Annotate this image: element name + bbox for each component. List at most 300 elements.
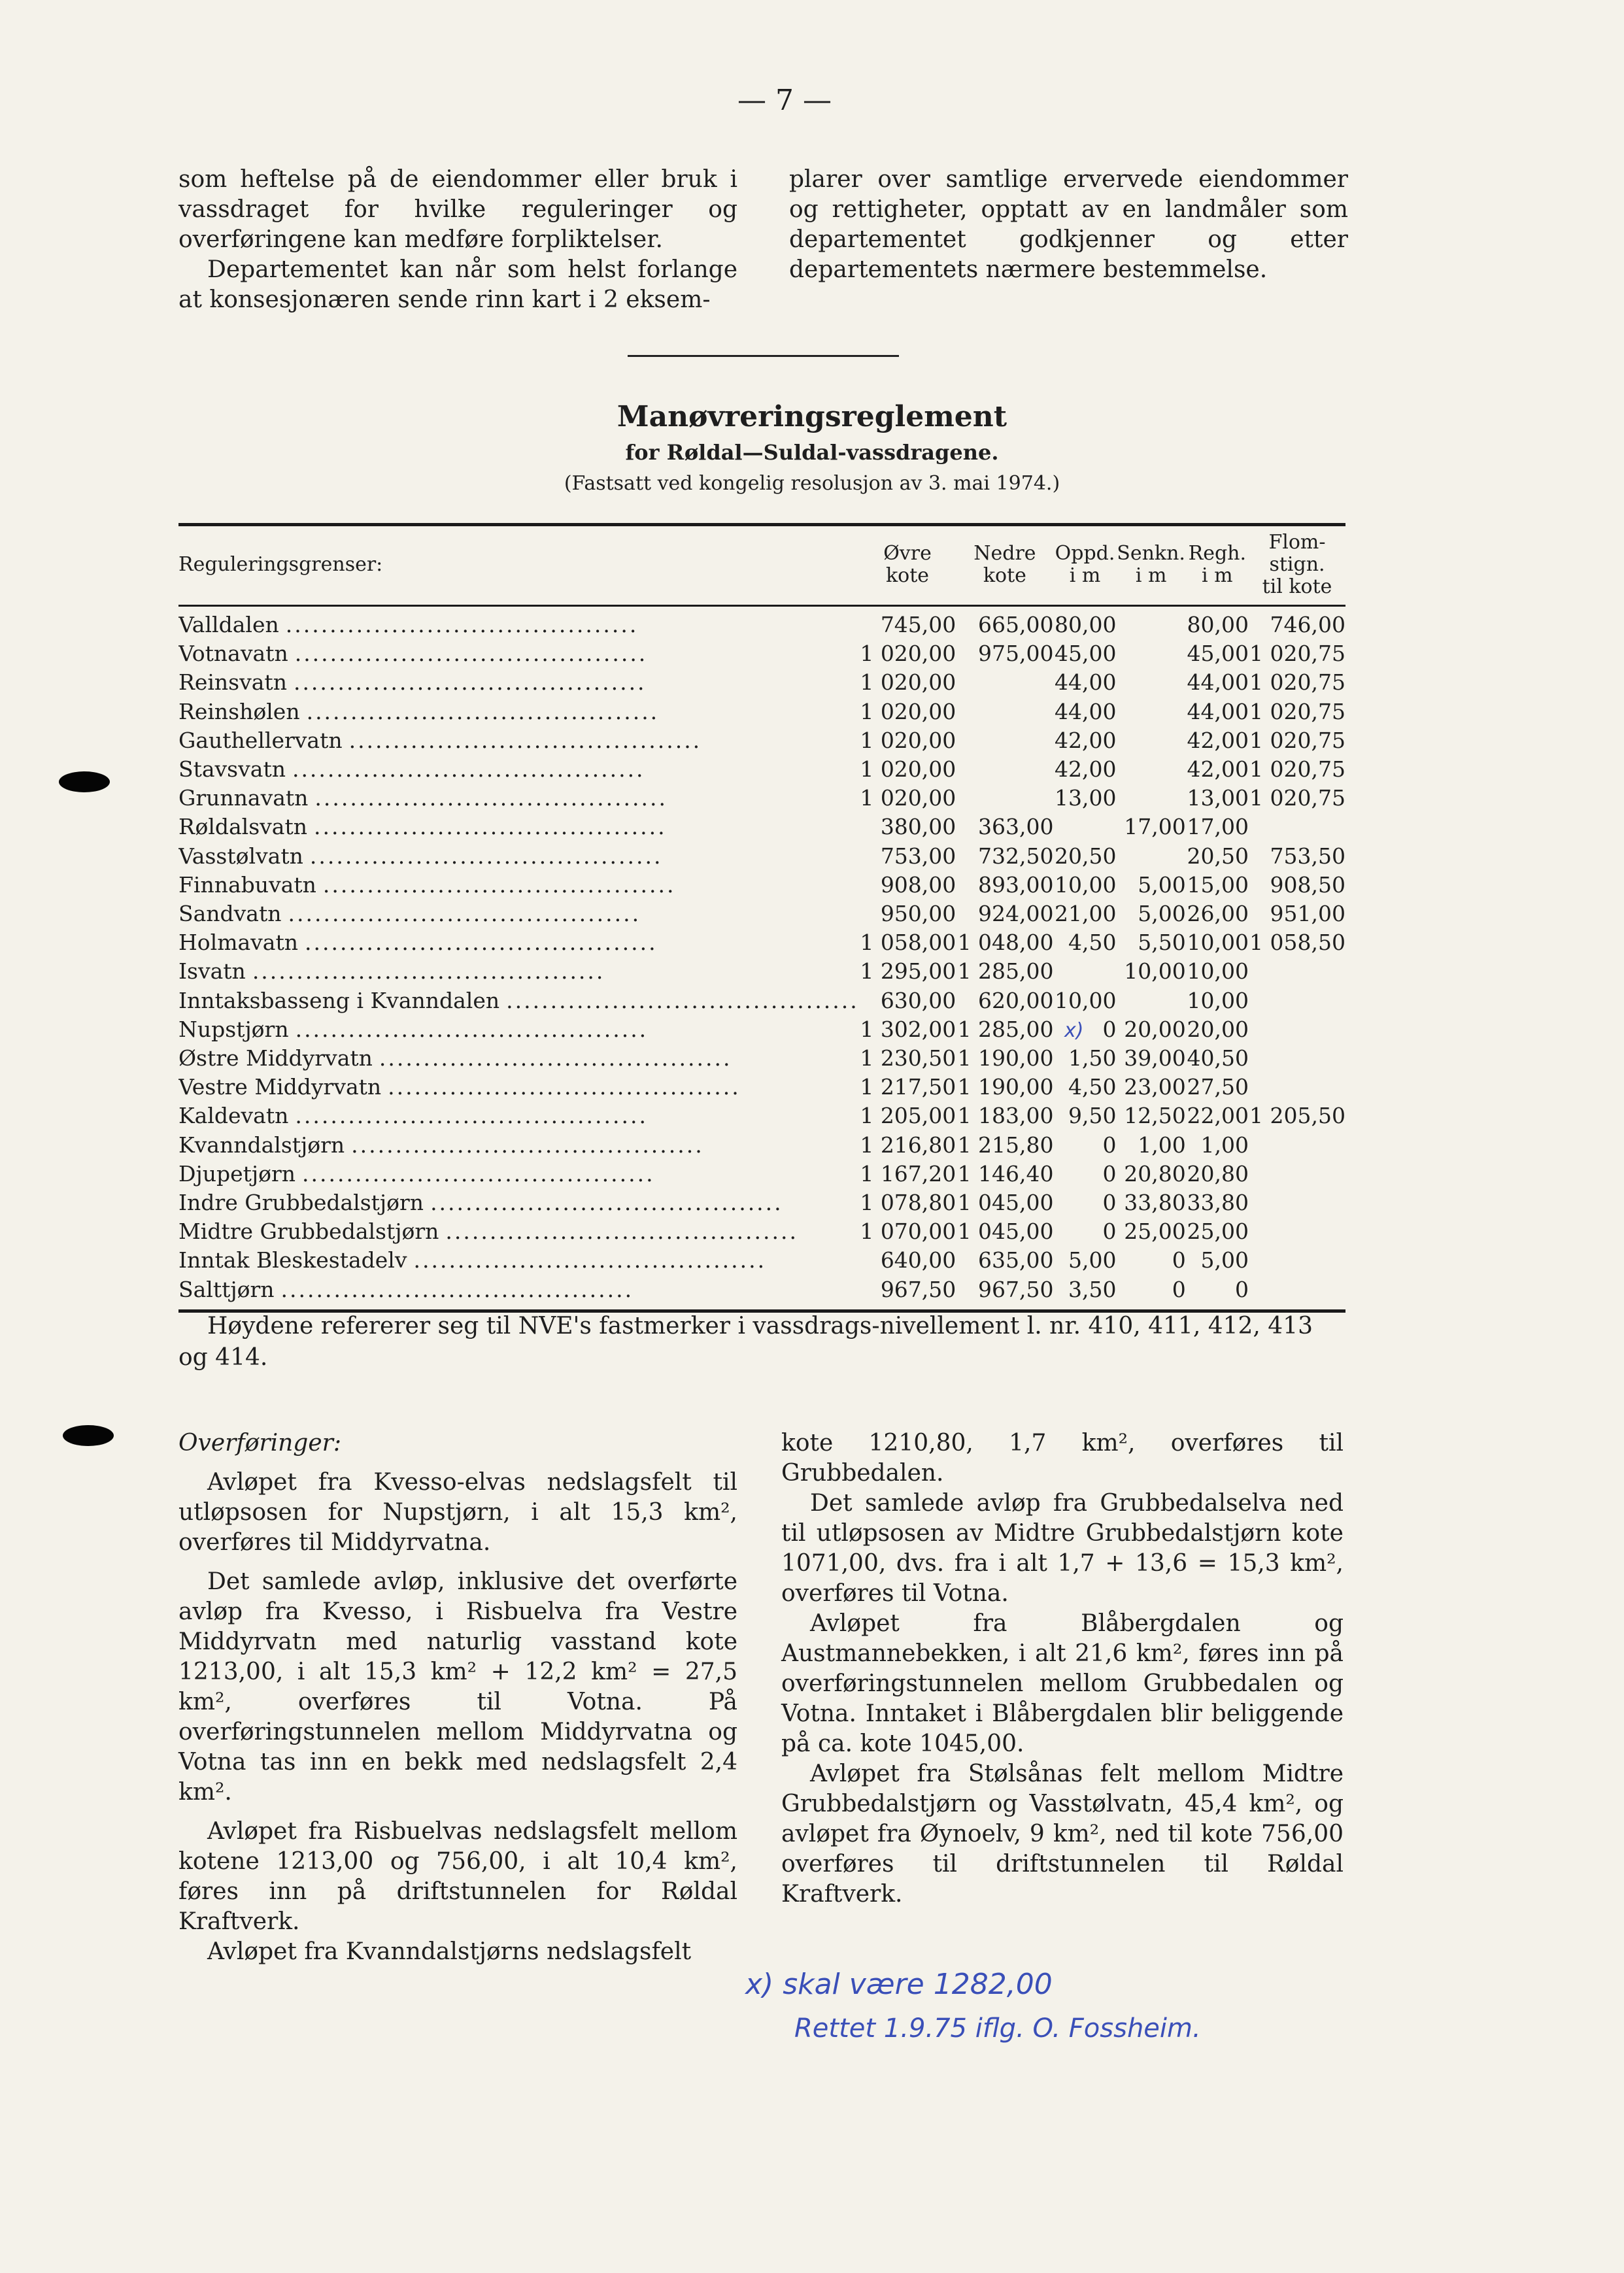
- cell-oppd: [1054, 871, 1117, 900]
- value-regh: 42,00: [1187, 727, 1249, 753]
- lake-name-cell: [178, 928, 859, 957]
- value-oppd: 10,00: [1055, 987, 1117, 1013]
- value-ovre: 1 058,00: [860, 930, 956, 956]
- value-flom: 1 020,75: [1249, 727, 1345, 753]
- value-flom: 908,50: [1270, 871, 1345, 898]
- cell-regh: [1186, 928, 1249, 957]
- value-nedre: 893,00: [978, 871, 1054, 898]
- lake-name-cell: [178, 842, 859, 871]
- value-regh: 26,00: [1187, 901, 1249, 927]
- cell-flom: [1249, 1246, 1345, 1275]
- cell-regh: [1186, 1015, 1249, 1044]
- cell-nedre: [956, 1044, 1053, 1073]
- cell-oppd: [1054, 900, 1117, 928]
- dot-leader: ........................................: [288, 901, 641, 927]
- cell-nedre: [956, 900, 1053, 928]
- dot-leader: ........................................: [295, 1016, 649, 1042]
- value-nedre: 1 183,00: [957, 1103, 1054, 1129]
- document-resolution-note: (Fastsatt ved kongelig resolusjon av 3. mai 1974.): [564, 472, 1060, 495]
- value-nedre: 620,00: [978, 987, 1054, 1013]
- value-oppd: 4,50: [1068, 930, 1117, 956]
- punch-hole-top: [59, 771, 110, 792]
- transfer-paragraph: Det samlede avløp, inklusive det overførte avløp fra Kvesso, i Risbuelva fra Vestre Middyrvatn med naturlig vasstand kote 1213,00, i alt 15,3 km² + 12,2 km² = 27,5 km², overføres til Votna. På overføringstunnelen mellom Middyrvatna og Votna tas inn en bekk med nedslagsfelt 2,4 km².: [178, 1568, 737, 1806]
- cell-flom: [1249, 639, 1345, 668]
- lake-name: Vestre Middyrvatn: [178, 1074, 382, 1100]
- dot-leader: ........................................: [322, 871, 676, 898]
- cell-ovre: [859, 1275, 956, 1309]
- regulation-table: [178, 523, 1345, 1313]
- transfer-paragraph: Det samlede avløp fra Grubbedalselva ned til utløpsosen av Midtre Grubbedalstjørn kote 1071,00, dvs. fra i alt 1,7 + 13,6 = 15,3 km², overføres til Votna.: [781, 1490, 1344, 1607]
- transfer-paragraph: Avløpet fra Kvesso-elvas nedslagsfelt til utløpsosen for Nupstjørn, i alt 15,3 km², overføres til Middyrvatna.: [178, 1469, 737, 1556]
- lake-name-cell: [178, 1160, 859, 1188]
- value-ovre: 640,00: [880, 1247, 956, 1273]
- cell-senkn: [1117, 842, 1186, 871]
- lake-name: Reinsvatn: [178, 669, 287, 696]
- cell-ovre: [859, 813, 956, 841]
- transfer-paragraph: Avløpet fra Stølsånas felt mellom Midtre Grubbedalstjørn og Vasstølvatn, 45,4 km², og avløpet fra Øynoelv, 9 km², ned til kote 756,00 overføres til driftstunnelen til Røldal Kraftverk.: [781, 1760, 1344, 1908]
- cell-ovre: [859, 1044, 956, 1073]
- cell-regh: [1186, 900, 1249, 928]
- cell-flom: [1249, 1015, 1345, 1044]
- table-row: [178, 784, 1345, 813]
- cell-flom: [1249, 1160, 1345, 1188]
- cell-oppd: [1054, 1102, 1117, 1130]
- cell-regh: [1186, 1102, 1249, 1130]
- value-ovre: 630,00: [880, 987, 956, 1013]
- cell-senkn: [1117, 813, 1186, 841]
- dot-leader: ........................................: [280, 1276, 634, 1302]
- dot-leader: ........................................: [292, 756, 645, 783]
- cell-flom: [1249, 1188, 1345, 1217]
- transfer-paragraph: Avløpet fra Risbuelvas nedslagsfelt mellom kotene 1213,00 og 756,00, i alt 10,4 km², føres inn på driftstunnelen for Røldal Kraftverk.: [178, 1818, 737, 1935]
- cell-oppd: [1054, 928, 1117, 957]
- value-regh: 17,00: [1187, 814, 1249, 840]
- value-regh: 10,00: [1187, 987, 1249, 1013]
- cell-flom: [1249, 698, 1345, 726]
- dot-leader: ........................................: [305, 930, 658, 956]
- value-senkn: 1,00: [1138, 1132, 1186, 1158]
- cell-nedre: [956, 755, 1053, 784]
- value-flom: 1 020,75: [1249, 756, 1345, 783]
- lake-name-cell: [178, 986, 859, 1015]
- value-regh: 44,00: [1187, 698, 1249, 724]
- dot-leader: ........................................: [285, 612, 639, 637]
- value-oppd: 10,00: [1055, 871, 1117, 898]
- dot-leader: ........................................: [445, 1219, 798, 1245]
- lake-name-cell: [178, 957, 859, 986]
- cell-regh: [1186, 726, 1249, 755]
- cell-ovre: [859, 1246, 956, 1275]
- cell-senkn: [1117, 986, 1186, 1015]
- cell-nedre: [956, 1275, 1053, 1309]
- table-row: [178, 639, 1345, 668]
- value-senkn: 39,00: [1124, 1045, 1186, 1071]
- cell-flom: [1249, 1131, 1345, 1160]
- value-senkn: 5,00: [1138, 901, 1186, 927]
- cell-regh: [1186, 755, 1249, 784]
- dot-leader: ........................................: [295, 1103, 648, 1129]
- header-regh: Regh. i m: [1188, 542, 1247, 587]
- lake-name-cell: [178, 1102, 859, 1130]
- table-row: [178, 755, 1345, 784]
- table-row: [178, 1044, 1345, 1073]
- cell-oppd: [1054, 668, 1117, 697]
- lake-name-cell: [178, 668, 859, 697]
- cell-oppd: [1054, 1275, 1117, 1309]
- cell-regh: [1186, 1188, 1249, 1217]
- value-senkn: 10,00: [1124, 958, 1186, 985]
- cell-senkn: [1117, 1275, 1186, 1309]
- cell-regh: [1186, 813, 1249, 841]
- cell-ovre: [859, 871, 956, 900]
- cell-flom: [1249, 784, 1345, 813]
- value-regh: 20,00: [1187, 1016, 1249, 1042]
- cell-senkn: [1117, 1073, 1186, 1102]
- lake-name: Holmavatn: [178, 930, 298, 956]
- lake-name: Grunnavatn: [178, 785, 309, 811]
- value-senkn: 0: [1172, 1247, 1186, 1273]
- cell-oppd: [1054, 1073, 1117, 1102]
- table-row: [178, 1073, 1345, 1102]
- cell-regh: [1186, 1073, 1249, 1102]
- value-senkn: 20,00: [1124, 1016, 1186, 1042]
- cell-oppd: [1054, 1160, 1117, 1188]
- value-ovre: 1 020,00: [860, 669, 956, 696]
- value-oppd: 0: [1102, 1132, 1117, 1158]
- transfer-paragraph: Avløpet fra Kvanndalstjørns nedslagsfelt: [207, 1938, 692, 1965]
- dot-leader: ........................................: [314, 814, 667, 840]
- cell-ovre: [859, 1160, 956, 1188]
- lake-name-cell: [178, 1015, 859, 1044]
- value-ovre: 908,00: [880, 871, 956, 898]
- cell-senkn: [1117, 639, 1186, 668]
- cell-ovre: [859, 1217, 956, 1246]
- transfers-heading: Overføringer:: [178, 1430, 341, 1456]
- lake-name-cell: [178, 607, 859, 639]
- cell-flom: [1249, 1275, 1345, 1309]
- value-regh: 10,00: [1187, 958, 1249, 985]
- lake-name-cell: [178, 1188, 859, 1217]
- value-oppd: 20,50: [1055, 843, 1117, 869]
- transfer-paragraph: Avløpet fra Blåbergdalen og Austmannebekken, i alt 21,6 km², føres inn på overføringstunnelen mellom Grubbedalen og Votna. Inntaket i Blåbergdalen blir beliggende på ca. kote 1045,00.: [781, 1610, 1344, 1757]
- value-regh: 80,00: [1187, 612, 1249, 637]
- value-oppd: 44,00: [1055, 698, 1117, 724]
- section-divider: [628, 355, 899, 357]
- cell-oppd: [1054, 1131, 1117, 1160]
- lake-name-cell: [178, 900, 859, 928]
- cell-regh: [1186, 1160, 1249, 1188]
- dot-leader: ........................................: [252, 958, 605, 985]
- cell-regh: [1186, 1131, 1249, 1160]
- cell-nedre: [956, 668, 1053, 697]
- cell-senkn: [1117, 900, 1186, 928]
- value-senkn: 5,50: [1138, 930, 1186, 956]
- cell-ovre: [859, 1131, 956, 1160]
- cell-regh: [1186, 639, 1249, 668]
- table-body: [178, 607, 1345, 1309]
- value-regh: 44,00: [1187, 669, 1249, 696]
- document-title: Manøvreringsreglement: [617, 400, 1007, 433]
- cell-ovre: [859, 1188, 956, 1217]
- dot-leader: ........................................: [306, 698, 660, 724]
- value-oppd: 44,00: [1055, 669, 1117, 696]
- cell-flom: [1249, 871, 1345, 900]
- value-ovre: 1 020,00: [860, 698, 956, 724]
- dot-leader: ........................................: [506, 987, 859, 1013]
- cell-oppd: [1054, 1015, 1117, 1044]
- lake-name-cell: [178, 639, 859, 668]
- cell-oppd: [1054, 726, 1117, 755]
- cell-oppd: [1054, 1246, 1117, 1275]
- lake-name: Reinshølen: [178, 698, 300, 724]
- value-ovre: 1 167,20: [860, 1160, 956, 1187]
- cell-flom: [1249, 755, 1345, 784]
- cell-ovre: [859, 607, 956, 639]
- punch-hole-bottom: [63, 1425, 114, 1446]
- value-oppd: 3,50: [1068, 1276, 1117, 1302]
- value-flom: 1 020,75: [1249, 641, 1345, 667]
- value-ovre: 1 020,00: [860, 727, 956, 753]
- dot-leader: ........................................: [379, 1045, 732, 1071]
- lake-name-cell: [178, 813, 859, 841]
- dot-leader: ........................................: [388, 1074, 741, 1100]
- cell-flom: [1249, 928, 1345, 957]
- value-nedre: 1 285,00: [957, 1016, 1054, 1042]
- cell-flom: [1249, 813, 1345, 841]
- cell-senkn: [1117, 928, 1186, 957]
- lake-name-cell: [178, 871, 859, 900]
- value-ovre: 1 205,00: [860, 1103, 956, 1129]
- value-ovre: 1 216,80: [860, 1132, 956, 1158]
- dot-leader: ........................................: [309, 843, 663, 869]
- page-number: — 7 —: [737, 84, 832, 117]
- value-nedre: 924,00: [978, 901, 1054, 927]
- table-row: [178, 1188, 1345, 1217]
- dot-leader: ........................................: [294, 641, 648, 667]
- value-flom: 951,00: [1270, 901, 1345, 927]
- lake-name: Kaldevatn: [178, 1103, 289, 1129]
- value-oppd: 0: [1102, 1219, 1117, 1245]
- value-flom: 1 058,50: [1249, 930, 1345, 956]
- value-ovre: 1 230,50: [860, 1045, 956, 1071]
- table-row: [178, 813, 1345, 841]
- header-reguleringsgrenser: Reguleringsgrenser:: [178, 553, 383, 576]
- value-oppd: 0: [1102, 1016, 1117, 1042]
- lake-name: Stavsvatn: [178, 756, 286, 783]
- lake-name-cell: [178, 698, 859, 726]
- value-nedre: 967,50: [978, 1276, 1054, 1302]
- cell-ovre: [859, 842, 956, 871]
- value-regh: 5,00: [1200, 1247, 1249, 1273]
- value-regh: 40,50: [1187, 1045, 1249, 1071]
- cell-nedre: [956, 1188, 1053, 1217]
- value-senkn: 12,50: [1124, 1103, 1186, 1129]
- table-row: [178, 1217, 1345, 1246]
- value-regh: 42,00: [1187, 756, 1249, 783]
- value-flom: 753,50: [1270, 843, 1345, 869]
- cell-flom: [1249, 668, 1345, 697]
- value-regh: 13,00: [1187, 785, 1249, 811]
- cell-senkn: [1117, 607, 1186, 639]
- cell-oppd: [1054, 842, 1117, 871]
- cell-ovre: [859, 755, 956, 784]
- cell-senkn: [1117, 668, 1186, 697]
- value-regh: 27,50: [1187, 1074, 1249, 1100]
- cell-nedre: [956, 639, 1053, 668]
- cell-flom: [1249, 726, 1345, 755]
- value-flom: 1 020,75: [1249, 698, 1345, 724]
- cell-ovre: [859, 1073, 956, 1102]
- title-block: [0, 399, 1624, 498]
- handwritten-correction-signature: Rettet 1.9.75 iflg. O. Fossheim.: [794, 2013, 1201, 2044]
- value-nedre: 1 048,00: [957, 930, 1054, 956]
- lake-name-cell: [178, 755, 859, 784]
- cell-regh: [1186, 784, 1249, 813]
- table-row: [178, 986, 1345, 1015]
- cell-senkn: [1117, 784, 1186, 813]
- lake-name: Vasstølvatn: [178, 843, 303, 869]
- header-nedre-kote: Nedre kote: [973, 542, 1036, 587]
- cell-senkn: [1117, 1188, 1186, 1217]
- lake-name: Østre Middyrvatn: [178, 1045, 373, 1071]
- value-senkn: 5,00: [1138, 871, 1186, 898]
- value-nedre: 1 045,00: [957, 1219, 1054, 1245]
- value-ovre: 1 295,00: [860, 958, 956, 985]
- cell-flom: [1249, 957, 1345, 986]
- cell-ovre: [859, 1102, 956, 1130]
- cell-oppd: [1054, 784, 1117, 813]
- value-oppd: 0: [1102, 1190, 1117, 1216]
- cell-oppd: [1054, 639, 1117, 668]
- dot-leader: ........................................: [314, 785, 668, 811]
- cell-oppd: [1054, 755, 1117, 784]
- lake-name-cell: [178, 726, 859, 755]
- cell-nedre: [956, 1131, 1053, 1160]
- cell-oppd: [1054, 957, 1117, 986]
- cell-regh: [1186, 957, 1249, 986]
- table-row: [178, 607, 1345, 639]
- intro-right-column: [789, 165, 1348, 285]
- value-oppd: 45,00: [1055, 641, 1117, 667]
- cell-ovre: [859, 698, 956, 726]
- cell-senkn: [1117, 1015, 1186, 1044]
- lake-name-cell: [178, 784, 859, 813]
- cell-flom: [1249, 1217, 1345, 1246]
- cell-flom: [1249, 1102, 1345, 1130]
- table-row: [178, 957, 1345, 986]
- cell-regh: [1186, 698, 1249, 726]
- handwritten-footnote-mark: x): [1064, 1019, 1084, 1042]
- value-ovre: 1 217,50: [860, 1074, 956, 1100]
- lake-name: Inntak Bleskestadelv: [178, 1247, 407, 1273]
- value-nedre: 975,00: [978, 641, 1054, 667]
- value-ovre: 745,00: [880, 612, 956, 637]
- lake-name: Sandvatn: [178, 901, 282, 927]
- lake-name-cell: [178, 1275, 859, 1309]
- cell-ovre: [859, 957, 956, 986]
- value-regh: 0: [1234, 1276, 1249, 1302]
- value-ovre: 380,00: [880, 814, 956, 840]
- intro-left-column: [178, 165, 737, 315]
- elevation-reference-note: [178, 1311, 1345, 1373]
- value-senkn: 25,00: [1124, 1219, 1186, 1245]
- cell-flom: [1249, 900, 1345, 928]
- value-regh: 15,00: [1187, 871, 1249, 898]
- cell-senkn: [1117, 698, 1186, 726]
- value-flom: 1 020,75: [1249, 669, 1345, 696]
- transfers-right-column: [781, 1428, 1344, 1910]
- cell-nedre: [956, 928, 1053, 957]
- lake-name: Finnabuvatn: [178, 871, 316, 898]
- intro-left-paragraph: Departementet kan når som helst forlange at konsesjonæren sende rinn kart i 2 eksem-: [178, 256, 737, 313]
- cell-nedre: [956, 1217, 1053, 1246]
- header-flomstign: Flom- stign. til kote: [1262, 531, 1332, 598]
- value-oppd: 80,00: [1055, 612, 1117, 637]
- value-flom: 746,00: [1270, 612, 1345, 637]
- value-oppd: 9,50: [1068, 1103, 1117, 1129]
- transfer-continuation: kote 1210,80, 1,7 km², overføres til Grubbedalen.: [781, 1430, 1344, 1487]
- cell-nedre: [956, 986, 1053, 1015]
- dot-leader: ........................................: [348, 727, 702, 753]
- table-row: [178, 1275, 1345, 1309]
- value-regh: 45,00: [1187, 641, 1249, 667]
- cell-senkn: [1117, 1160, 1186, 1188]
- value-flom: 1 205,50: [1249, 1103, 1345, 1129]
- value-ovre: 1 078,80: [860, 1190, 956, 1216]
- value-oppd: 21,00: [1055, 901, 1117, 927]
- table-row: [178, 1131, 1345, 1160]
- value-regh: 20,80: [1187, 1160, 1249, 1187]
- cell-nedre: [956, 1160, 1053, 1188]
- cell-regh: [1186, 1044, 1249, 1073]
- lake-name-cell: [178, 1073, 859, 1102]
- cell-nedre: [956, 726, 1053, 755]
- table-row: [178, 726, 1345, 755]
- dot-leader: ........................................: [413, 1247, 767, 1273]
- lake-name: Røldalsvatn: [178, 814, 308, 840]
- value-regh: 33,80: [1187, 1190, 1249, 1216]
- value-ovre: 1 302,00: [860, 1016, 956, 1042]
- value-nedre: 1 215,80: [957, 1132, 1054, 1158]
- value-regh: 10,00: [1187, 930, 1249, 956]
- cell-regh: [1186, 1275, 1249, 1309]
- value-regh: 22,00: [1187, 1103, 1249, 1129]
- cell-oppd: [1054, 1188, 1117, 1217]
- table-row: [178, 1015, 1345, 1044]
- value-ovre: 1 070,00: [860, 1219, 956, 1245]
- cell-regh: [1186, 668, 1249, 697]
- cell-senkn: [1117, 726, 1186, 755]
- cell-flom: [1249, 607, 1345, 639]
- cell-senkn: [1117, 1044, 1186, 1073]
- cell-ovre: [859, 639, 956, 668]
- handwritten-correction-note: x) skal være 1282,00: [745, 1968, 1053, 2001]
- table-row: [178, 668, 1345, 697]
- value-nedre: 1 146,40: [957, 1160, 1054, 1187]
- cell-regh: [1186, 986, 1249, 1015]
- lake-name-cell: [178, 1217, 859, 1246]
- table-header-row: [178, 526, 1345, 605]
- cell-senkn: [1117, 1246, 1186, 1275]
- cell-nedre: [956, 1015, 1084, 1044]
- value-oppd: 1,50: [1068, 1045, 1117, 1071]
- value-nedre: 635,00: [978, 1247, 1054, 1273]
- cell-oppd: [1054, 986, 1117, 1015]
- value-nedre: 1 045,00: [957, 1190, 1054, 1216]
- dot-leader: ........................................: [430, 1190, 783, 1216]
- header-ovre-kote: Øvre kote: [883, 542, 932, 587]
- lake-name: Nupstjørn: [178, 1016, 289, 1042]
